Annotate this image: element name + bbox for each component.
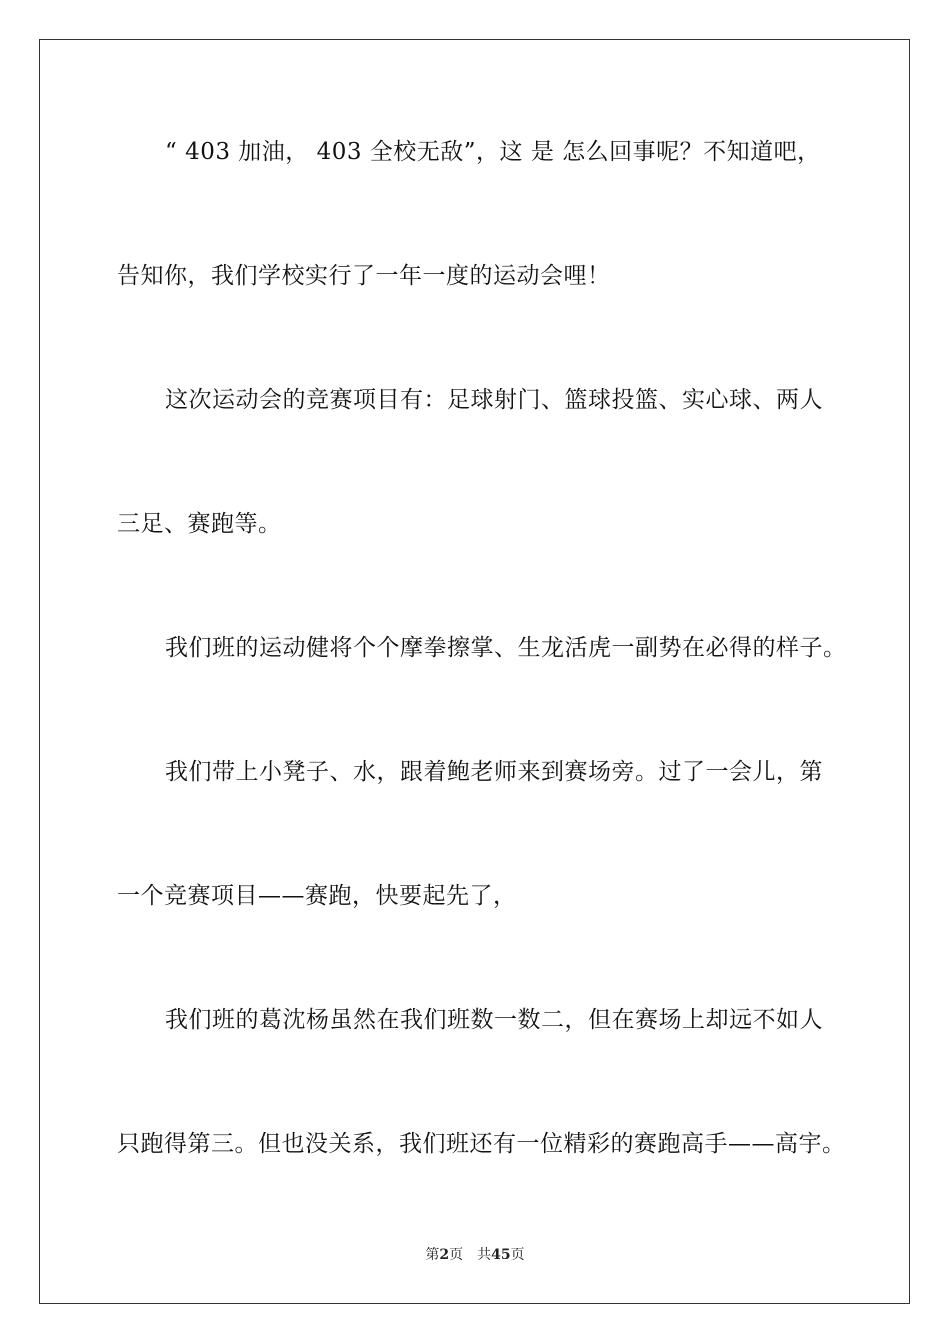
paragraph-4-line-1: 我们带上小凳子、水，跟着鲍老师来到赛场旁。过了一会儿，第 <box>165 759 823 785</box>
total-prefix: 共 <box>477 1247 492 1263</box>
page-border <box>39 39 910 1304</box>
total-pages: 45 <box>491 1247 511 1263</box>
paragraph-1-line-2: 告知你，我们学校实行了一年一度的运动会哩！ <box>117 263 611 289</box>
paragraph-5-line-1: 我们班的葛沈杨虽然在我们班数一数二，但在赛场上却远不如人 <box>165 1007 823 1033</box>
paragraph-3-line-1: 我们班的运动健将个个摩拳擦掌、生龙活虎一副势在必得的样子。 <box>165 635 847 661</box>
page-footer <box>0 1246 950 1264</box>
total-suffix: 页 <box>510 1247 525 1263</box>
paragraph-2-line-1: 这次运动会的竞赛项目有：足球射门、篮球投篮、实心球、两人 <box>165 387 823 413</box>
page-number: 2 <box>439 1247 450 1263</box>
paragraph-4-line-2: 一个竞赛项目——赛跑，快要起先了， <box>117 883 517 909</box>
paragraph-2-line-2: 三足、赛跑等。 <box>117 511 282 537</box>
page-suffix: 页 <box>449 1247 464 1263</box>
paragraph-1-line-1: “ 403 加油， 403 全校无敌”，这 是 怎么回事呢？不知道吧， <box>165 139 821 165</box>
paragraph-5-line-2: 只跑得第三。但也没关系，我们班还有一位精彩的赛跑高手——高宇。 <box>117 1131 846 1157</box>
page-prefix: 第 <box>425 1247 440 1263</box>
